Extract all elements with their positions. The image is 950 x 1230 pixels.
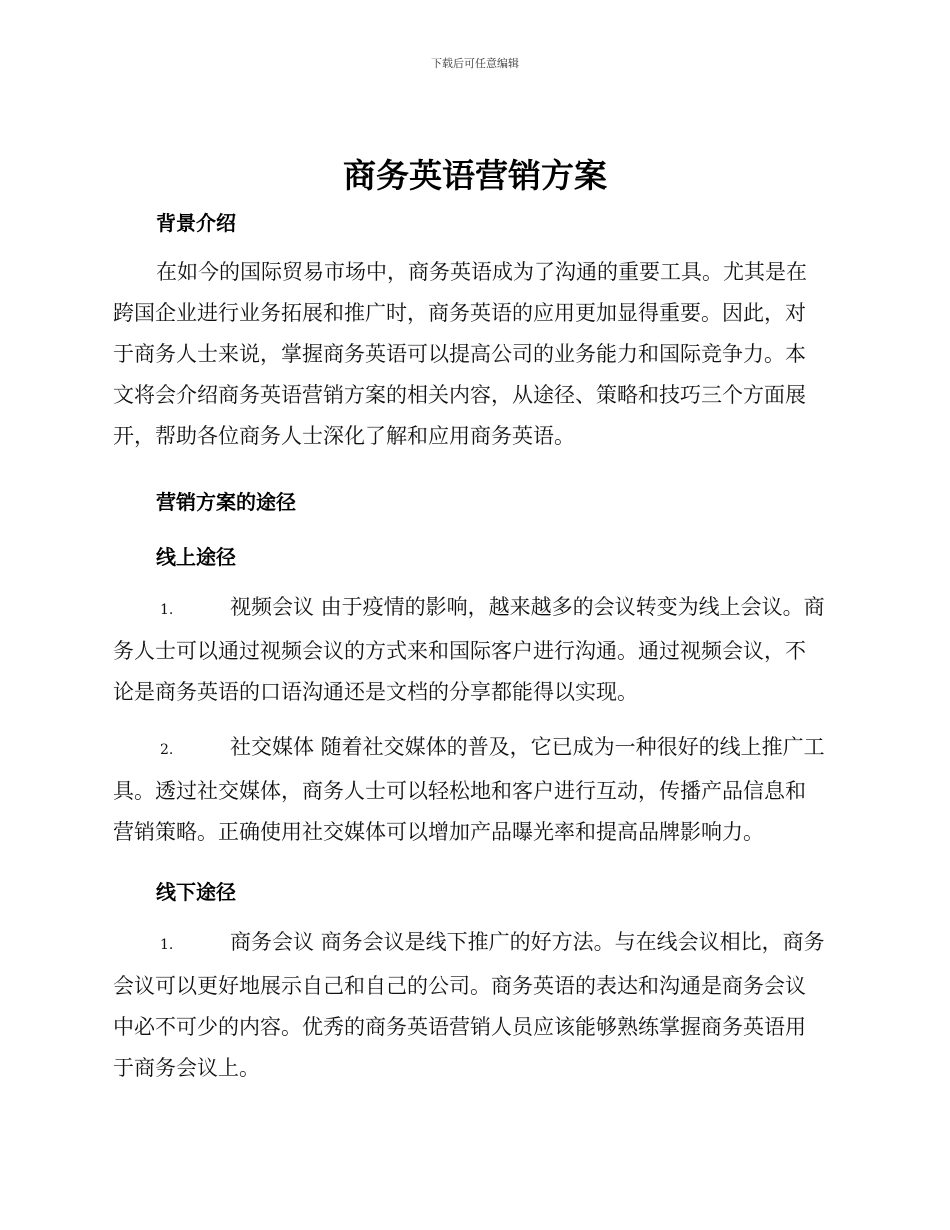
paragraph-line: 商务会议 商务会议是线下推广的好方法。与在线会议相比，商务 [230,930,825,954]
paragraph-line: 跨国企业进行业务拓展和推广时，商务英语的应用更加显得重要。因此，对 [113,301,806,325]
paragraph-line: 中必不可少的内容。优秀的商务英语营销人员应该能够熟练掌握商务英语用 [113,1015,806,1039]
list-item-online-1 [113,587,838,713]
document-title: 商务英语营销方案 [343,156,607,195]
list-item-offline-1 [113,922,838,1089]
paragraph-line: 务人士可以通过视频会议的方式来和国际客户进行沟通。通过视频会议，不 [113,639,806,663]
heading-channels: 营销方案的途径 [156,490,296,514]
paragraph-line: 于商务人士来说，掌握商务英语可以提高公司的业务能力和国际竞争力。本 [113,342,806,366]
paragraph-line: 论是商务英语的口语沟通还是文档的分享都能得以实现。 [113,680,638,704]
paragraph-line: 于商务会议上。 [113,1056,260,1080]
heading-offline: 线下途径 [156,880,236,904]
paragraph-background [113,252,838,457]
list-number: 1. [160,602,174,618]
paragraph-line: 在如今的国际贸易市场中，商务英语成为了沟通的重要工具。尤其是在 [156,260,807,284]
paragraph-line: 社交媒体 随着社交媒体的普及，它已成为一种很好的线上推广工 [230,735,825,759]
paragraph-line: 开，帮助各位商务人士深化了解和应用商务英语。 [113,424,575,448]
paragraph-line: 文将会介绍商务英语营销方案的相关内容，从途径、策略和技巧三个方面展 [113,383,806,407]
list-number: 2. [160,742,174,758]
heading-online: 线上途径 [156,545,236,569]
list-item-online-2 [113,727,838,853]
heading-background: 背景介绍 [156,211,236,235]
paragraph-line: 营销策略。正确使用社交媒体可以增加产品曝光率和提高品牌影响力。 [113,820,764,844]
paragraph-line: 具。透过社交媒体，商务人士可以轻松地和客户进行互动，传播产品信息和 [113,779,806,803]
paragraph-line: 视频会议 由于疫情的影响，越来越多的会议转变为线上会议。商 [230,595,825,619]
list-number: 1. [160,937,174,953]
paragraph-line: 会议可以更好地展示自己和自己的公司。商务英语的表达和沟通是商务会议 [113,974,806,998]
header-note: 下载后可任意编辑 [431,57,519,70]
